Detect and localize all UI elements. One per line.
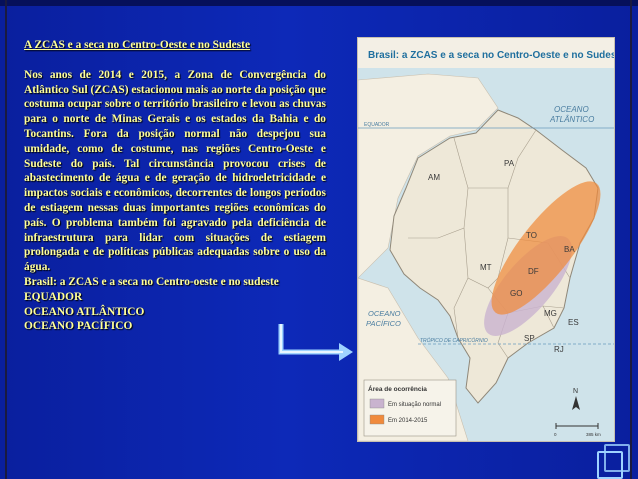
legend-swatch-2014-2015: [370, 415, 384, 424]
brazil-map: [358, 38, 614, 441]
legend-period-label: Em 2014-2015: [388, 418, 428, 424]
top-bar: [0, 0, 638, 6]
state-label-mg: MG: [544, 309, 557, 318]
caption-pacific: OCEANO PACÍFICO: [24, 320, 133, 333]
state-label-es: ES: [568, 318, 579, 327]
scale-zero-label: 0: [554, 432, 557, 437]
map-header: Brasil: a ZCAS e a seca no Centro-Oeste e no Sudeste: [368, 50, 614, 61]
state-label-sp: SP: [524, 334, 535, 343]
state-label-am: AM: [428, 173, 440, 182]
state-label-df: DF: [528, 267, 539, 276]
slide-title: A ZCAS e a seca no Centro-Oeste e no Sudeste: [24, 39, 251, 51]
state-label-rj: RJ: [554, 345, 564, 354]
tropic-label: TRÓPICO DE CAPRICÓRNIO: [420, 338, 488, 344]
arrow-icon: [277, 322, 355, 362]
slide-text: [24, 38, 326, 334]
ocean-atlantic-label-2: ATLÂNTICO: [550, 115, 595, 124]
equator-label: EQUADOR: [364, 122, 390, 128]
state-label-mt: MT: [480, 263, 492, 272]
legend-normal-label: Em situação normal: [388, 402, 442, 408]
caption-atlantic: OCEANO ATLÂNTICO: [24, 305, 145, 318]
left-border-line: [5, 0, 7, 479]
ocean-pacific-label-1: OCEANO: [368, 309, 401, 318]
state-label-ba: BA: [564, 245, 575, 254]
scale-distance-label: 385 km: [586, 432, 601, 437]
north-label: N: [573, 388, 579, 395]
state-label-go: GO: [510, 289, 523, 298]
legend-swatch-normal: [370, 399, 384, 408]
ocean-atlantic-label-1: OCEANO: [554, 105, 589, 114]
map-figure: [357, 37, 615, 442]
ocean-pacific-label-2: PACÍFICO: [366, 319, 401, 328]
state-label-to: TO: [526, 231, 537, 240]
slide-paragraph: Nos anos de 2014 e 2015, a Zona de Convergência do Atlântico Sul (ZCAS) estacionou mais ao norte da posição que costuma ocupar sobre o território brasileiro e levou as chuvas para o norte de Minas Gerais e os estados da Bahia e do Tocantins. Fora da posição normal não despejou sua umidade, como de costume, nas regiões Centro-Oeste e Sudeste do país. Tal circunstância provocou crises de abastecimento de água e de geração de hidroeletricidade e impactos sociais e econômicos, decorrentes de longos períodos de estiagem nessas duas importantes regiões econômicas do país. O problema também foi agravado pela deficiência de infraestrutura para lidar com situações de estiagem prolongada e de políticas públicas adequadas sobre o uso da água.: [24, 68, 326, 274]
caption-equator: EQUADOR: [24, 290, 83, 303]
corner-decoration: [597, 451, 623, 479]
state-label-pa: PA: [504, 159, 515, 168]
right-border-line: [630, 0, 632, 479]
caption-map-title: Brasil: a ZCAS e a seca no Centro-oeste e no sudeste: [24, 275, 279, 288]
legend-title: Área de ocorrência: [368, 386, 427, 393]
